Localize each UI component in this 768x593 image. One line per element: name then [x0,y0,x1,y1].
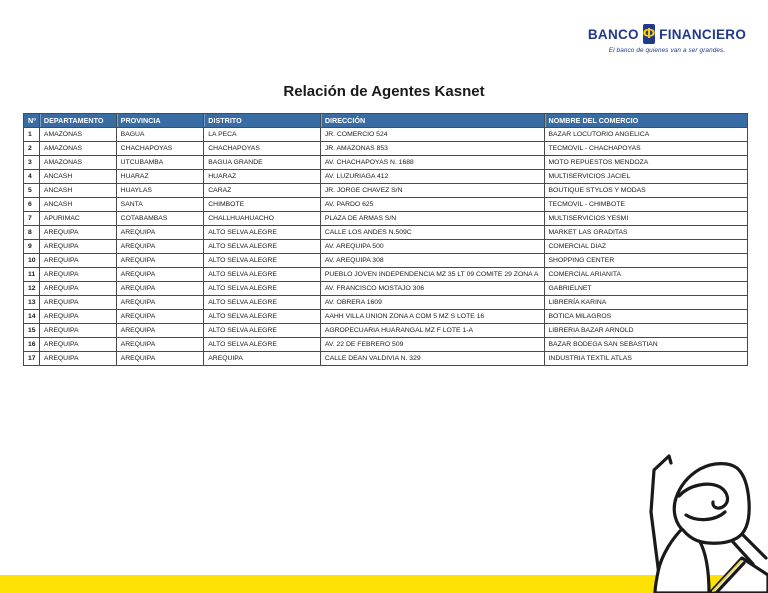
table-cell: CHIMBOTE [204,198,321,212]
table-cell: AV. AREQUIPA 500 [320,240,544,254]
table-cell: AREQUIPA [116,268,204,282]
table-cell: 1 [24,128,40,142]
table-cell: CARAZ [204,184,321,198]
table-cell: 11 [24,268,40,282]
table-cell: 15 [24,324,40,338]
table-cell: AV. AREQUIPA 308 [320,254,544,268]
table-cell: AREQUIPA [39,282,116,296]
table-cell: BOTICA MILAGROS [544,310,747,324]
bank-tagline: El banco de quienes van a ser grandes. [608,47,726,54]
column-header: NOMBRE DEL COMERCIO [544,114,747,128]
table-row [24,198,748,212]
column-header: DIRECCIÓN [320,114,544,128]
table-cell: CHACHAPOYAS [204,142,321,156]
table-cell: AREQUIPA [116,254,204,268]
table-cell: AREQUIPA [116,226,204,240]
table-cell: MOTO REPUESTOS MENDOZA [544,156,747,170]
table-cell: AV. 22 DE FEBRERO 509 [320,338,544,352]
table-cell: ALTO SELVA ALEGRE [204,254,321,268]
table-cell: JR. COMERCIO 524 [320,128,544,142]
table-cell: ALTO SELVA ALEGRE [204,282,321,296]
table-cell: LIBRERIA BAZAR ARNOLD [544,324,747,338]
table-cell: MULTISERVICIOS YESMI [544,212,747,226]
table-row [24,226,748,240]
table-row [24,128,748,142]
table-cell: ALTO SELVA ALEGRE [204,268,321,282]
table-cell: HUARAZ [204,170,321,184]
table-row [24,212,748,226]
table-row [24,310,748,324]
table-cell: 4 [24,170,40,184]
table-cell: INDUSTRIA TEXTIL ATLAS [544,352,747,366]
table-cell: 13 [24,296,40,310]
table-cell: AREQUIPA [39,296,116,310]
column-header: PROVINCIA [116,114,204,128]
column-header: DISTRITO [204,114,321,128]
table-cell: AREQUIPA [116,296,204,310]
table-cell: BAZAR LOCUTORIO ANGELICA [544,128,747,142]
table-row [24,324,748,338]
table-cell: AREQUIPA [116,352,204,366]
table-cell: COMERCIAL ARIANITA [544,268,747,282]
table-cell: HUAYLAS [116,184,204,198]
table-cell: COTABAMBAS [116,212,204,226]
table-cell: 14 [24,310,40,324]
table-cell: AREQUIPA [39,338,116,352]
table-cell: SANTA [116,198,204,212]
table-row [24,184,748,198]
table-cell: AV. LUZURIAGA 412 [320,170,544,184]
table-cell: ALTO SELVA ALEGRE [204,324,321,338]
table-cell: JR. AMAZONAS 853 [320,142,544,156]
table-cell: AMAZONAS [39,156,116,170]
table-row [24,352,748,366]
table-row [24,296,748,310]
table-cell: UTCUBAMBA [116,156,204,170]
table-cell: AREQUIPA [116,240,204,254]
table-cell: 12 [24,282,40,296]
table-cell: 2 [24,142,40,156]
table-cell: 5 [24,184,40,198]
table-cell: AREQUIPA [39,240,116,254]
table-cell: 8 [24,226,40,240]
agents-table-body [24,128,748,366]
table-cell: PUEBLO JOVEN INDEPENDENCIA MZ 35 LT 09 COMITE 29 ZONA A [320,268,544,282]
table-cell: 9 [24,240,40,254]
table-cell: AV. FRANCISCO MOSTAJO 306 [320,282,544,296]
table-cell: AREQUIPA [39,268,116,282]
table-row [24,282,748,296]
table-cell: AREQUIPA [116,282,204,296]
mascot-illustration [625,450,768,593]
table-cell: 16 [24,338,40,352]
table-cell: BAZAR BODEGA SAN SEBASTIAN [544,338,747,352]
table-cell: ALTO SELVA ALEGRE [204,310,321,324]
table-cell: APURIMAC [39,212,116,226]
table-cell: AREQUIPA [116,324,204,338]
table-cell: AREQUIPA [116,338,204,352]
table-row [24,254,748,268]
table-cell: PLAZA DE ARMAS S/N [320,212,544,226]
bank-phi-icon: Φ [642,25,656,42]
column-header: DEPARTAMENTO [39,114,116,128]
table-row [24,142,748,156]
bank-name-right: FINANCIERO [659,26,747,42]
table-cell: AREQUIPA [39,254,116,268]
table-row [24,156,748,170]
table-cell: CALLE LOS ANDES N.509C [320,226,544,240]
table-cell: ALTO SELVA ALEGRE [204,226,321,240]
table-cell: ALTO SELVA ALEGRE [204,296,321,310]
table-cell: ANCASH [39,198,116,212]
table-cell: CHACHAPOYAS [116,142,204,156]
table-cell: GABRIELNET [544,282,747,296]
table-cell: 6 [24,198,40,212]
table-cell: AMAZONAS [39,128,116,142]
table-cell: AREQUIPA [39,324,116,338]
table-cell: AAHH VILLA UNION ZONA A COM 5 MZ S LOTE 16 [320,310,544,324]
table-cell: TECMOVIL - CHACHAPOYAS [544,142,747,156]
page-title: Relación de Agentes Kasnet [283,83,485,100]
table-cell: JR. JORGE CHAVEZ S/N [320,184,544,198]
table-cell: 17 [24,352,40,366]
table-cell: CHALLHUAHUACHO [204,212,321,226]
table-row [24,240,748,254]
agents-table [23,113,748,366]
table-row [24,268,748,282]
table-cell: AGROPECUARIA HUARANGAL MZ F LOTE 1-A [320,324,544,338]
table-cell: ALTO SELVA ALEGRE [204,338,321,352]
table-cell: 3 [24,156,40,170]
table-cell: HUARAZ [116,170,204,184]
table-cell: MULTISERVICIOS JACIEL [544,170,747,184]
table-cell: AREQUIPA [39,310,116,324]
table-header-row [24,114,748,128]
table-cell: LIBRERÍA KARINA [544,296,747,310]
table-cell: AV. OBRERA 1609 [320,296,544,310]
table-cell: ANCASH [39,170,116,184]
bank-name-left: BANCO [587,26,639,42]
table-cell: COMERCIAL DIAZ [544,240,747,254]
table-cell: BAGUA GRANDE [204,156,321,170]
table-row [24,338,748,352]
table-cell: CALLE DEAN VALDIVIA N. 329 [320,352,544,366]
table-cell: AMAZONAS [39,142,116,156]
table-cell: TECMOVIL - CHIMBOTE [544,198,747,212]
table-cell: 7 [24,212,40,226]
table-cell: ANCASH [39,184,116,198]
table-cell: AREQUIPA [39,226,116,240]
bank-logo [588,24,746,54]
table-cell: SHOPPING CENTER [544,254,747,268]
table-cell: BOUTIQUE STYLOS Y MODAS [544,184,747,198]
column-header: Nº [24,114,40,128]
table-row [24,170,748,184]
table-cell: ALTO SELVA ALEGRE [204,240,321,254]
table-cell: 10 [24,254,40,268]
table-cell: AREQUIPA [204,352,321,366]
table-cell: LA PECA [204,128,321,142]
table-cell: BAGUA [116,128,204,142]
table-cell: AREQUIPA [39,352,116,366]
table-cell: AV. CHACHAPOYAS N. 1688 [320,156,544,170]
table-cell: MARKET LAS GRADITAS [544,226,747,240]
table-cell: AREQUIPA [116,310,204,324]
table-cell: AV. PARDO 625 [320,198,544,212]
